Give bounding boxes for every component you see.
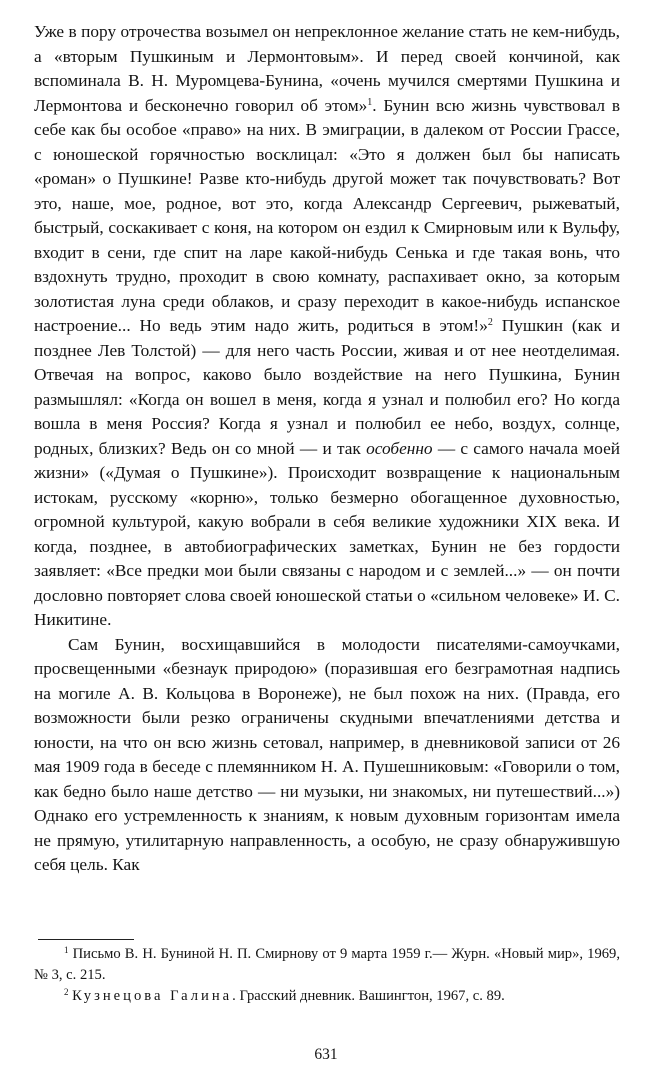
paragraph-1 bbox=[34, 20, 620, 633]
footnote-2-author: Кузнецова Галина bbox=[72, 988, 233, 1004]
emphasis-osobenno: особенно bbox=[366, 438, 433, 458]
footnote-2-mark: 2 bbox=[64, 987, 69, 997]
footnote-ref-1: 1 bbox=[367, 96, 373, 108]
footnote-divider bbox=[38, 939, 134, 940]
paragraph-1-text-c: Пушкин (как и позднее Лев Толстой) — для него часть России, живая и от нее неотделимая. Отвечая на вопрос, каково было воздействие на него Пушкина, Бунин размышлял: «Когда он вошел в меня, когда я узнал и полюбил его? Но когда вошла в меня Россия? Когда я узнал и полюбил ее небо, воздух, солнце, родных, близких? Ведь он со мной — и так bbox=[34, 316, 621, 458]
paragraph-1-text-a: Уже в пору отрочества возымел он непреклонное желание стать не кем-нибудь, а «вторым Пушкиным и Лермонтовым». И перед своей кончиной, как вспоминала В. Н. Муромцева-Бунина, «очень мучился смертями Пушкина и Лермонтова и бесконечно говорил об этом» bbox=[34, 22, 620, 115]
footnote-2 bbox=[34, 986, 620, 1007]
footnote-1-mark: 1 bbox=[64, 945, 69, 955]
paragraph-1-text-b: . Бунин всю жизнь чувствовал в себе как бы особое «право» на них. В эмиграции, в далеком от России Грассе, с юношеской горячностью восклицал: «Это я должен был бы написать «роман» о Пушкине! Разве кто-нибудь другой может так почувствовать? Вот это, наше, мое, родное, вот это, когда Александр Сергеевич, рыжеватый, быстрый, соскакивает с коня, на котором он ездил к Смирновым или к Вульфу, входит в сени, где спит на ларе какой-нибудь Сенька и где такая вонь, что вздохнуть трудно, проходит в свою комнату, распахивает окно, за которым золотистая луна среди облаков, и сразу переходит в какое-нибудь испанское настроение... Но ведь этим надо жить, родиться в этом!» bbox=[34, 95, 620, 335]
page-number: 631 bbox=[314, 1046, 338, 1063]
footnote-ref-2: 2 bbox=[487, 317, 493, 328]
footnote-2-text: . Грасский дневник. Вашингтон, 1967, с. 89. bbox=[232, 988, 505, 1004]
paragraph-2: Сам Бунин, восхищавшийся в молодости писателями-самоучками, просвещенными «безнаук природою» (поразившая его безграмотная надпись на могиле А. В. Кольцова в Воронеже), не был похож на них. (Правда, его возможности были резко ограничены скудными впечатлениями детства и юности, на что он всю жизнь сетовал, например, в дневниковой записи от 26 мая 1909 года в беседе с племянником Н. А. Пушешниковым: «Говорили о том, как бедно было наше детство — ни музыки, ни знакомых, ни путешествий...») Однако его устремленность к знаниям, к новым духовным горизонтам имела не прямую, утилитарную направленность, а особую, не сразу обнаружившую себя цель. Как bbox=[34, 634, 620, 874]
paragraph-1-text-d: — с самого начала моей жизни» («Думая о Пушкине»). Происходит возвращение к национальным истокам, русскому «корню», только безмерно обогащенное духовностью, огромной культурой, какую вобрали в себя великие художники XIX века. И когда, позднее, в автобиографических заметках, Бунин не без гордости заявляет: «Все предки мои были связаны с народом и с землей...» — он почти дословно повторяет слова своей юношеской статьи о «сильном человеке» И. С. Никитине. bbox=[34, 438, 620, 629]
footnote-1-text: Письмо В. Н. Буниной Н. П. Смирнову от 9 марта 1959 г.— Журн. «Новый мир», 1969, № 3, с. 215. bbox=[34, 946, 620, 983]
footnotes bbox=[34, 944, 620, 1007]
book-page bbox=[34, 20, 620, 878]
footnote-1 bbox=[34, 944, 620, 986]
